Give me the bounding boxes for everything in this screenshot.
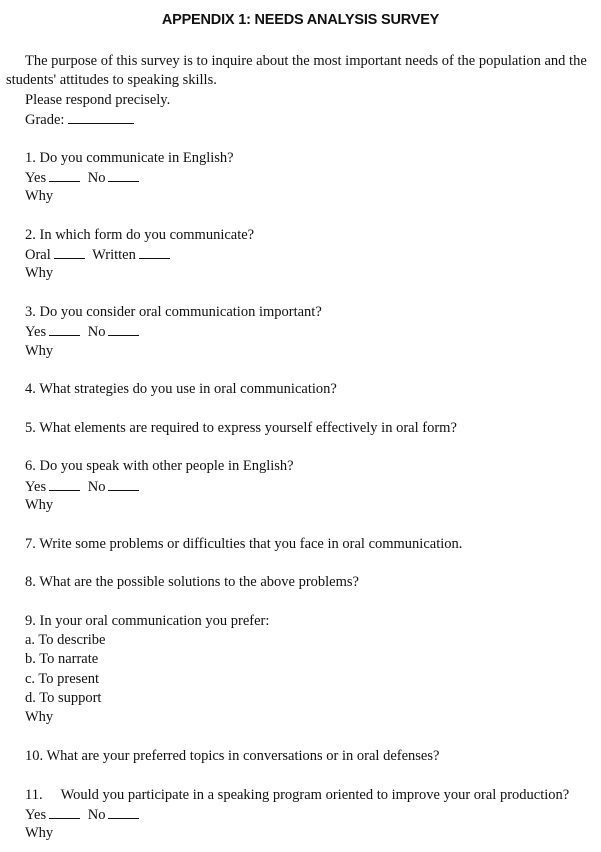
grade-blank[interactable] xyxy=(68,110,134,124)
no-blank[interactable] xyxy=(108,805,139,819)
question-4: 4. What strategies do you use in oral communication? xyxy=(25,381,337,397)
question-9-why: Why xyxy=(25,709,54,725)
question-2-why: Why xyxy=(25,265,54,281)
written-blank[interactable] xyxy=(139,245,170,259)
question-9-option-c[interactable]: c. To present xyxy=(25,671,100,687)
question-6-why: Why xyxy=(25,497,54,513)
question-11-number: 11. xyxy=(25,787,43,803)
question-5: 5. What elements are required to express yourself effectively in oral form? xyxy=(25,420,457,436)
question-9-option-a[interactable]: a. To describe xyxy=(25,632,106,648)
yes-blank[interactable] xyxy=(49,477,80,491)
grade-row xyxy=(25,110,134,129)
question-3-answer-row xyxy=(25,322,143,341)
no-label: No xyxy=(87,324,106,340)
question-2-answer-row xyxy=(25,245,174,264)
question-11-why: Why xyxy=(25,825,54,841)
question-1-why: Why xyxy=(25,188,54,204)
yes-blank[interactable] xyxy=(49,805,80,819)
question-10: 10. What are your preferred topics in conversations or in oral defenses? xyxy=(25,748,440,764)
oral-blank[interactable] xyxy=(54,245,85,259)
no-blank[interactable] xyxy=(108,322,139,336)
no-label: No xyxy=(87,807,106,823)
yes-label: Yes xyxy=(25,807,47,823)
intro-paragraph-line-1: The purpose of this survey is to inquire about the most important needs of the population and the xyxy=(25,53,587,69)
yes-blank[interactable] xyxy=(49,322,80,336)
question-9-option-d[interactable]: d. To support xyxy=(25,690,102,706)
question-11 xyxy=(25,786,569,804)
yes-blank[interactable] xyxy=(49,168,80,182)
question-1-answer-row xyxy=(25,168,143,187)
question-3-why: Why xyxy=(25,343,54,359)
question-9: 9. In your oral communication you prefer: xyxy=(25,613,270,629)
no-label: No xyxy=(87,170,106,186)
oral-label: Oral xyxy=(25,247,51,263)
grade-label: Grade: xyxy=(25,112,65,128)
question-11-answer-row xyxy=(25,805,143,824)
question-6: 6. Do you speak with other people in English? xyxy=(25,458,294,474)
yes-label: Yes xyxy=(25,479,47,495)
question-6-answer-row xyxy=(25,477,143,496)
no-blank[interactable] xyxy=(108,477,139,491)
instruction-text: Please respond precisely. xyxy=(25,92,171,108)
yes-label: Yes xyxy=(25,324,47,340)
question-8: 8. What are the possible solutions to the above problems? xyxy=(25,574,359,590)
no-blank[interactable] xyxy=(108,168,139,182)
yes-label: Yes xyxy=(25,170,47,186)
question-1: 1. Do you communicate in English? xyxy=(25,150,234,166)
question-9-option-b[interactable]: b. To narrate xyxy=(25,651,99,667)
written-label: Written xyxy=(92,247,136,263)
question-7: 7. Write some problems or difficulties that you face in oral communication. xyxy=(25,536,463,552)
question-3: 3. Do you consider oral communication important? xyxy=(25,304,322,320)
no-label: No xyxy=(87,479,106,495)
page-title: APPENDIX 1: NEEDS ANALYSIS SURVEY xyxy=(161,12,440,28)
intro-paragraph-line-2: students' attitudes to speaking skills. xyxy=(6,72,217,88)
question-2: 2. In which form do you communicate? xyxy=(25,227,255,243)
question-11-text: Would you participate in a speaking program oriented to improve your oral production? xyxy=(60,787,570,803)
